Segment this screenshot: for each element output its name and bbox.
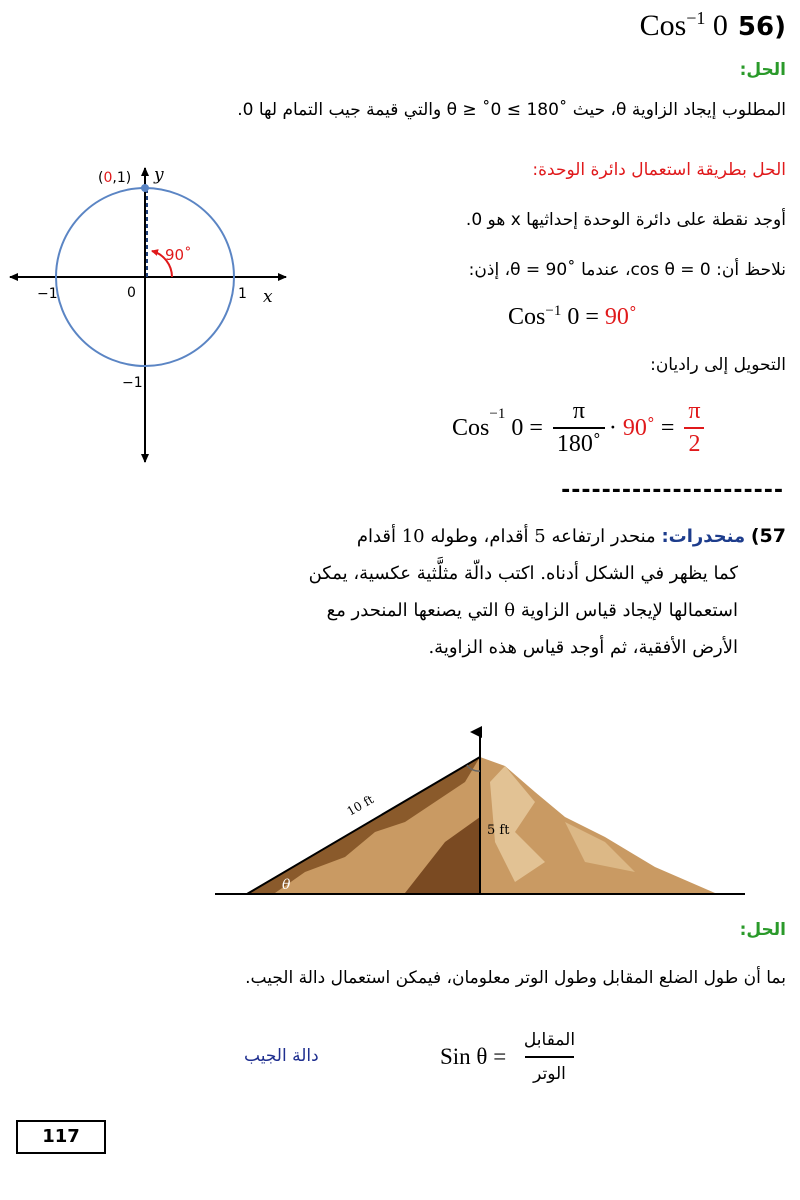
sine-numerator: المقابل <box>523 1030 576 1050</box>
eq2-mid: 0 = <box>505 414 549 441</box>
requirement-text: المطلوب إيجاد الزاوية θ، حيث ˚180 ≥ θ ≥ ˚0 والتي قيمة جيب التمام لها 0. <box>237 100 786 120</box>
y-axis-label: y <box>154 165 164 185</box>
neg-one-x-label: −1 <box>37 286 58 302</box>
origin-label: 0 <box>127 285 136 301</box>
unit-circle-figure <box>0 160 300 470</box>
eq2-fraction <box>553 398 605 458</box>
eq2-frac-numerator: π <box>572 398 585 424</box>
point-label: (0,1) <box>98 170 132 186</box>
hypotenuse-label: 10 ft <box>344 792 377 819</box>
problem-number: 56) <box>737 12 786 42</box>
sine-denominator: الوتر <box>525 1056 574 1084</box>
header-expr-arg: 0 <box>712 9 728 42</box>
convert-title: التحويل إلى راديان: <box>650 355 786 375</box>
header-expr-text: Cos <box>639 9 687 42</box>
problem-57-block <box>26 518 786 666</box>
since-text: بما أن طول الضلع المقابل وطول الوتر معلومان، فيمكن استعمال دالة الجيب. <box>245 968 786 988</box>
eq1-value: 90˚ <box>604 304 637 330</box>
header-expression <box>640 8 728 43</box>
eq1-mid: 0 = <box>561 304 605 330</box>
height-label: 5 ft <box>487 823 510 838</box>
page-number: 117 <box>16 1120 106 1154</box>
x-axis-label: x <box>263 287 273 307</box>
equation-arccos-radians <box>452 398 709 458</box>
problem-57-line-4: الأرض الأفقية، ثم أوجد قياس هذه الزاوية. <box>428 637 738 658</box>
solution-label: الحل: <box>739 60 786 80</box>
eq1-cos: Cos <box>508 304 546 330</box>
note-text: نلاحظ أن: cos θ = 0، عندما ˚θ = 90، إذن: <box>468 260 786 280</box>
method-title: الحل بطريقة استعمال دائرة الوحدة: <box>532 160 786 180</box>
solution-57-label: الحل: <box>739 920 786 940</box>
point-0-1 <box>141 184 149 192</box>
eq2-result-denominator: 2 <box>684 427 704 458</box>
problem-57-line-1 <box>26 518 786 555</box>
separator-line: ---------------------- <box>561 478 784 503</box>
pos-one-x-label: 1 <box>238 286 247 302</box>
ramp-figure <box>205 722 755 902</box>
eq2-equals: = <box>654 414 681 441</box>
problem-57-line-3: استعمالها لإيجاد قياس الزاوية θ التي يصنعها المنحدر مع <box>326 600 738 621</box>
theta-label: θ <box>282 877 291 893</box>
sine-function-name: دالة الجيب <box>244 1046 319 1066</box>
find-point-text: أوجد نقطة على دائرة الوحدة إحداثيها x هو 0. <box>465 210 786 230</box>
eq2-cos: Cos <box>452 414 490 441</box>
eq2-value: 90˚ <box>622 414 655 441</box>
eq2-result-numerator: π <box>688 398 701 424</box>
eq2-exp: −1 <box>489 406 506 422</box>
problem-57-topic: منحدرات: <box>661 526 746 547</box>
header-expr-exp: −1 <box>686 8 706 28</box>
neg-one-y-label: −1 <box>122 375 143 391</box>
eq2-dot: · <box>608 414 623 441</box>
problem-57-line-2: كما يظهر في الشكل أدناه. اكتب دالّة مثلَّثية عكسية، يمكن <box>308 563 738 584</box>
eq2-frac-denominator: 180˚ <box>553 427 605 458</box>
problem-56-header <box>640 8 786 48</box>
eq1-exp: −1 <box>545 303 562 319</box>
equation-arccos-degrees <box>508 303 637 331</box>
angle-label: 90˚ <box>165 246 192 264</box>
problem-57-number: 57) <box>750 525 786 547</box>
sine-lhs: Sin θ = <box>440 1044 512 1069</box>
problem-57-line-1-text: منحدر ارتفاعه 5 أقدام، وطوله 10 أقدام <box>356 526 656 547</box>
eq2-result-fraction <box>684 398 704 458</box>
sine-fraction <box>516 1030 583 1084</box>
sine-formula <box>440 1030 587 1084</box>
